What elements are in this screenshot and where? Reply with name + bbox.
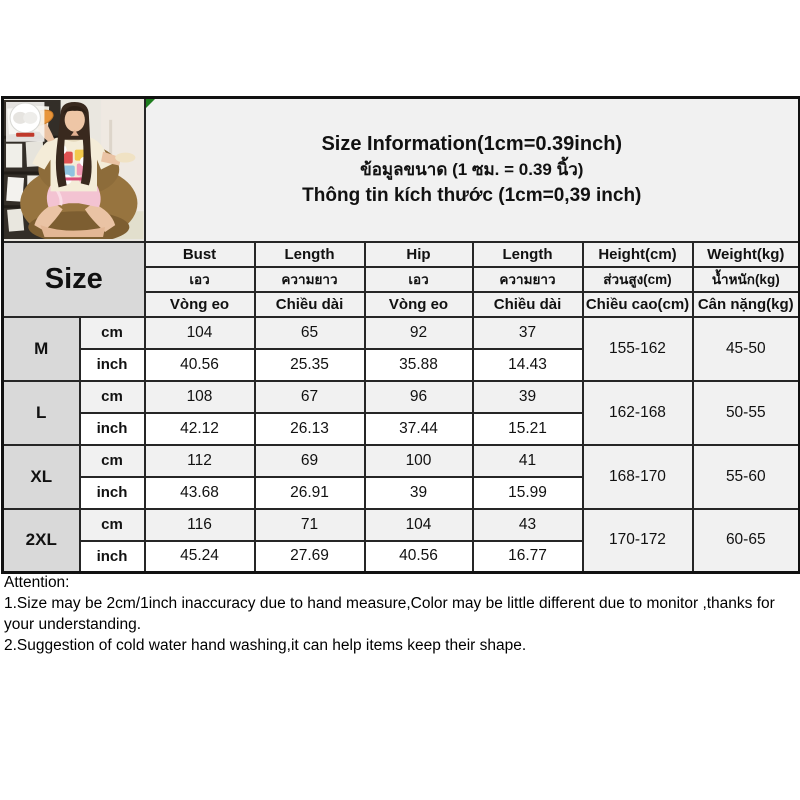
col-header-weight-vi: Cân nặng(kg) [693,292,800,317]
size-label-l: L [3,381,80,445]
weight-range-cell: 55-60 [693,445,800,509]
col-header-height-th: ส่วนสูง(cm) [583,267,693,292]
value-cell: 71 [255,509,365,541]
size-header: Size [3,242,145,317]
col-header-length2-en: Length [473,242,583,267]
value-cell: 25.35 [255,349,365,381]
value-cell: 42.12 [145,413,255,445]
value-cell: 43.68 [145,477,255,509]
value-cell: 96 [365,381,473,413]
value-cell: 26.91 [255,477,365,509]
unit-cell: inch [80,541,145,573]
col-header-bust-en: Bust [145,242,255,267]
col-header-length2-vi: Chiều dài [473,292,583,317]
title-vietnamese: Thông tin kích thước (1cm=0,39 inch) [302,184,642,206]
value-cell: 15.99 [473,477,583,509]
col-header-hip-th: เอว [365,267,473,292]
value-cell: 27.69 [255,541,365,573]
unit-cell: inch [80,349,145,381]
weight-range-cell: 45-50 [693,317,800,381]
col-header-bust-vi: Vòng eo [145,292,255,317]
value-cell: 104 [365,509,473,541]
unit-cell: inch [80,413,145,445]
value-cell: 14.43 [473,349,583,381]
value-cell: 69 [255,445,365,477]
value-cell: 37.44 [365,413,473,445]
size-label-2xl: 2XL [3,509,80,573]
value-cell: 104 [145,317,255,349]
col-header-length-vi: Chiều dài [255,292,365,317]
value-cell: 15.21 [473,413,583,445]
value-cell: 116 [145,509,255,541]
size-label-m: M [3,317,80,381]
title-cell [145,98,800,242]
unit-cell: cm [80,381,145,413]
value-cell: 39 [473,381,583,413]
weight-range-cell: 50-55 [693,381,800,445]
unit-cell: cm [80,445,145,477]
col-header-height-en: Height(cm) [583,242,693,267]
attention-notes [4,572,786,656]
attention-heading: Attention: [4,574,70,591]
value-cell: 26.13 [255,413,365,445]
value-cell: 35.88 [365,349,473,381]
height-range-cell: 168-170 [583,445,693,509]
value-cell: 92 [365,317,473,349]
col-header-length-en: Length [255,242,365,267]
unit-cell: inch [80,477,145,509]
value-cell: 40.56 [365,541,473,573]
corner-marker-icon [146,99,155,108]
value-cell: 45.24 [145,541,255,573]
weight-range-cell: 60-65 [693,509,800,573]
value-cell: 43 [473,509,583,541]
value-cell: 112 [145,445,255,477]
badge [6,102,44,142]
height-range-cell: 170-172 [583,509,693,573]
col-header-hip-vi: Vòng eo [365,292,473,317]
value-cell: 100 [365,445,473,477]
height-range-cell: 162-168 [583,381,693,445]
col-header-weight-en: Weight(kg) [693,242,800,267]
value-cell: 40.56 [145,349,255,381]
col-header-bust-th: เอว [145,267,255,292]
value-cell: 16.77 [473,541,583,573]
unit-cell: cm [80,317,145,349]
col-header-height-vi: Chiều cao(cm) [583,292,693,317]
col-header-length-th: ความยาว [255,267,365,292]
value-cell: 108 [145,381,255,413]
value-cell: 41 [473,445,583,477]
value-cell: 37 [473,317,583,349]
title-english: Size Information(1cm=0.39inch) [321,132,623,155]
unit-cell: cm [80,509,145,541]
size-table [1,96,800,574]
size-label-xl: XL [3,445,80,509]
value-cell: 39 [365,477,473,509]
attention-line: 2.Suggestion of cold water hand washing,it can help items keep their shape. [4,637,527,654]
col-header-weight-th: น้ำหนัก(kg) [693,267,800,292]
title-thai: ข้อมูลขนาด (1 ซม. = 0.39 นิ้ว) [360,159,584,179]
height-range-cell: 155-162 [583,317,693,381]
bread-icon [115,153,135,163]
model-illustration [4,100,144,239]
value-cell: 65 [255,317,365,349]
col-header-length2-th: ความยาว [473,267,583,292]
attention-line: 1.Size may be 2cm/1inch inaccuracy due to hand measure,Color may be little different due to monitor ,thanks for your understanding. [4,595,775,633]
value-cell: 67 [255,381,365,413]
col-header-hip-en: Hip [365,242,473,267]
product-photo [3,98,145,242]
